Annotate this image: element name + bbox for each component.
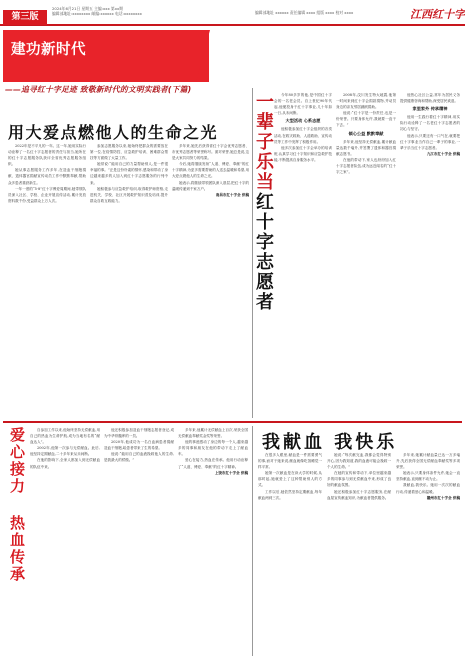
banner-subtitle: ——追寻红十字足迹 致敬新时代的文明实践者(下篇) [5,85,192,94]
paragraph: 她说:“每次献完血,我都会觉得特别开心,因为我知道,我的血液可能会挽救一个人的生命。” [327,453,391,470]
paragraph: 他表示,只要还有一口气在,就要把红十字事业当作自己一辈子的事业,一辈子乐当红十字志愿者。 [400,133,460,150]
byline: 上饶市红十字会 供稿 [214,470,248,475]
paragraph: 他说:“能用自己的血液挽救他人的生命,是我最大的骄傲。” [104,452,174,463]
editor-info: 编辑部地址 xxxxxx 责任编辑 xxxx 组版 xxxx 校对 xxxx [255,10,354,15]
headline-part-red: 一辈子乐当 [253,92,274,192]
story-2-headline [254,92,272,312]
paragraph: 她第一次献血是在读大学的时候,从那时起,她就爱上了这种帮助别人的方式。 [258,471,322,488]
paragraph: 他热心社区公益,常年为居民义务提供健康咨询和帮助,深受居民欢迎。 [400,93,460,104]
paragraph: 多年来,他累计无偿献血上百次,荣获全国无偿献血奉献奖金奖等荣誉。 [178,428,248,439]
paragraph: 她常说:“能用自己的力量帮助别人,是一件很幸福的事。”正是这份朴素的情怀,感染和带动了身边越来越多的人加入到红十字志愿服务的行列中来。 [90,162,168,185]
subheading: 倾心公益 默默奉献 [348,130,384,136]
paper-name: 江西红十字 [410,8,465,21]
story-4-column-3 [396,452,460,655]
issue-line-1: 2024年6月21日 星期五 主编:xxx 第xx期 [52,6,124,11]
banner-decoration [196,30,210,82]
issue-line-2: 编辑部地址:xxxxxxxx 邮编:xxxxxx 电话:xxxxxxxx [52,11,142,16]
story-1-column-1 [8,143,86,421]
story-2-column-2 [336,92,396,418]
paragraph: 参加志愿服务以来,她始终把群众的需要放在第一位,在疫情防控、应急救护培训、困难群众帮扶等方面做了大量工作。 [90,144,168,161]
paragraph: 多年来,她先后获得省红十字会优秀志愿者、市优秀志愿者等荣誉称号。面对荣誉,她总是说,这是大家共同努力的结果。 [172,144,249,161]
paragraph: 2002年,他第一次参与无偿献血。此后,他坚持定期献血,二十多年来从未间断。 [30,446,100,457]
paragraph: 2008年,汶川发生特大地震,他第一时间来到红十字会捐款捐物,并动员身边的亲友邻居踊跃捐助。 [336,93,396,110]
paragraph: 在很多人眼里,献血是一件需要勇气的事,而对于她来说,献血就像吃饭睡觉一样平常。 [258,453,322,470]
paragraph: 在他的影响下,全家人都加入到无偿献血的队伍中来。 [30,458,100,469]
story-3-column-1 [30,427,100,655]
section-tag: 第三版 [3,10,47,25]
paragraph: 她还积极参加红十字志愿服务,在献血屋宣传献血知识,为献血者提供服务。 [327,489,391,500]
paragraph: 他的事迹感动了身边的每一个人,越来越多的同事和朋友在他的带动下走上了献血车。 [178,440,248,457]
paragraph: 他多次参加红十字会举办的培训班,认真学习红十字知识和应急救护技能,不断提高自身服务水平。 [274,145,332,162]
story-4-column-1 [258,452,322,655]
paragraph: 爱心在接力,热血在传承。他用行动诠释了“人道、博爱、奉献”的红十字精神。 [178,458,248,469]
paragraph: 她积极参与应急救护培训,取得救护师资格,走进机关、学校、社区开展救护知识普及培训,提升群众自救互救能力。 [90,186,168,203]
story-3-column-3 [178,427,248,655]
story-1-column-2 [90,143,168,421]
banner-title: 建功新时代 [11,42,86,58]
paragraph: 她表示,将继续带领团队深入基层,把红十字的温暖传递到千家万户。 [172,180,249,191]
paragraph: 一年一度的“5·8”红十字博爱周期间,她带领队员深入社区、学校、企业开展宣传活动,累计发放资料数千份,受益群众上万人次。 [8,186,86,203]
paragraph: 我献血,我快乐。她用一次次的献血行动,传递着爱心和温暖。 [396,483,460,494]
paragraph: 在她的宣传和带动下,单位里越来越多的同事参与到无偿献血中来,形成了良好的献血氛围。 [327,471,391,488]
paragraph: 自参加工作以来,他始终坚持无偿献血,用自己的热血为生命护航,成为当地有名的“献血达人”。 [30,428,100,445]
paragraph: 她从事志愿服务工作多年,在造血干细胞捐献、遗体器官捐献宣传动员工作中默默奉献,帮助众多患者重获新生。 [8,168,86,185]
byline: 赣州市红十字会 供稿 [426,495,460,500]
story-3-headline: 爱心接力 热血传承 [8,427,26,583]
paragraph: 他积极参加红十字会组织的各类活动,在救灾救助、人道救助、宣传动员等工作中发挥了积极作用。 [274,127,332,144]
paragraph: 多年来,他坚持无偿献血,累计献血量达数千毫升,并签署了遗体和器官捐献志愿书。 [336,139,396,156]
paragraph: 他还积极参加造血干细胞志愿者登记,成为中华骨髓库的一员。 [104,428,174,439]
story-4-headline: 我献血 我快乐 [262,432,398,453]
paragraph: 今后,她将继续发扬“人道、博爱、奉献”的红十字精神,为更多需要帮助的人送去温暖和希望,用大爱点燃他人的生命之光。 [172,162,249,179]
paragraph: 2022年是不平凡的一年。这一年,她用实际行动诠释了一名红十字志愿者的责任与担当,她所在的红十字志愿服务队获评全省优秀志愿服务组织。 [8,144,86,167]
section-divider [3,421,462,423]
paragraph: 他用一生践行着红十字精神,用实际行动诠释了一名老红十字志愿者的初心与坚守。 [400,115,460,132]
story-1-column-3 [172,143,249,421]
paragraph: 2020年,他成功为一名白血病患者捐献造血干细胞,给患者带来了生的希望。 [104,440,174,451]
paragraph: 多年来,她累计献血量已达一万多毫升,先后获得全国无偿献血奉献奖等多项荣誉。 [396,453,460,470]
byline: 南昌市红十字会 供稿 [215,192,249,197]
story-3-column-2 [104,427,174,655]
story-2-column-1 [274,92,332,418]
paragraph: 工作以后,她依然坚持定期献血,每年献血两到三次。 [258,489,322,500]
subheading: 家里家外 传承精神 [412,106,448,112]
headline-part-black: 红十字志愿者 [253,192,274,312]
paragraph: 今年80多岁的他,是中国红十字会的一名老会员。自上世纪90年代起,他便投身于红十字事业,几十年如一日,从未间断。 [274,93,332,116]
masthead [0,0,465,26]
story-4-column-2 [327,452,391,655]
byline: 九江市红十字会 供稿 [426,151,460,156]
paragraph: 他说:“红十字是一份责任,也是一份荣誉。只要身体允许,我就要一直干下去。” [336,111,396,128]
story-1-headline: 用大爱点燃他人的生命之光 [8,123,219,142]
story-2-column-3 [400,92,460,418]
subheading: 大型活动 心系志愿 [285,118,321,124]
paragraph: 在他的带动下,家人也纷纷加入红十字志愿者队伍,成为远近闻名的“红十字之家”。 [336,157,396,175]
column-divider [252,426,253,656]
column-banner [3,30,209,82]
paragraph: 她表示,只要身体条件允许,她会一直坚持献血,直到献不动为止。 [396,471,460,482]
issue-info [52,6,170,16]
